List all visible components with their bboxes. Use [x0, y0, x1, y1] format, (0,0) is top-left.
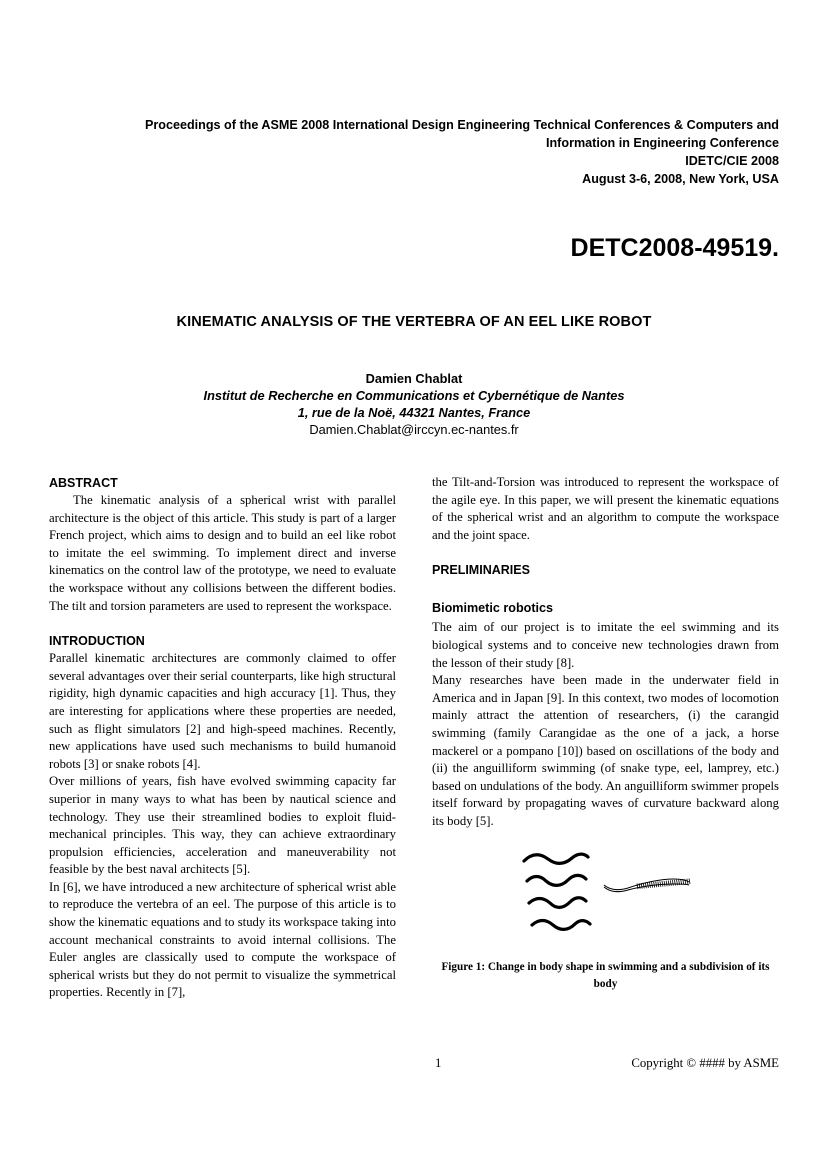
page-number: 1 — [435, 1056, 442, 1070]
vertebra-segment — [649, 882, 650, 888]
author-name: Damien Chablat — [365, 371, 463, 386]
intro-paragraph-2: Over millions of years, fish have evolved swimming capacity far superior in many ways to what has been by nautical science and technology. They use their streamlined bodies to exploit fluid-mechanical principles. This way, they can achieve extraordinary propulsion efficiencies, acceleration and maneuverability not feasible by the best naval architects [5]. — [49, 774, 396, 877]
vertebra-segment — [647, 882, 648, 888]
preliminaries-heading: PRELIMINARIES — [432, 563, 530, 578]
vertebra-segment — [656, 881, 657, 887]
intro-continuation: the Tilt-and-Torsion was introduced to represent the workspace of the agile eye. In this paper, we will present the kinematic equations of the spherical wrist and an algorithm to compute the workspace and the joint space. — [432, 475, 779, 542]
copyright-notice: Copyright © #### by ASME — [631, 1056, 779, 1070]
author-address: 1, rue de la Noë, 44321 Nantes, France — [297, 405, 531, 420]
intro-paragraph-3: In [6], we have introduced a new architecture of spherical wrist able to reproduce the vertebra of an eel. The purpose of this article is to show the kinematic equations and to study its workspace taking into account mechanical constraints to avoid internal collisions. The Euler angles are classically used to compute the workspace of spherical wrists but they do not permit to visualize the symmetrical properties. Recently in [7], — [49, 879, 396, 1000]
proceedings-line-4: August 3-6, 2008, New York, USA — [582, 172, 779, 186]
vertebra-segment — [645, 882, 646, 888]
eel-body-shapes — [524, 854, 590, 929]
author-institution: Institut de Recherche en Communications et Cybernétique de Nantes — [203, 388, 625, 403]
eel-segmented-body — [604, 878, 690, 891]
vertebra-segment — [689, 878, 690, 884]
vertebra-segment — [664, 880, 665, 886]
vertebra-segment — [668, 880, 669, 886]
eel-swimming-illustration — [432, 845, 779, 945]
vertebra-segment — [643, 882, 644, 888]
vertebra-segment — [662, 881, 663, 887]
eel-shape-4 — [532, 920, 590, 929]
abstract-text: The kinematic analysis of a spherical wrist with parallel architecture is the object of this article. This study is part of a larger French project, which aims to design and to build an eel like robot to imitate the eel swimming. To implement direct and inverse kinematics on the control law of the prototype, we need to evaluate the workspace without any collisions between the different bodies. The tilt and torsion parameters are used to represent the workspace. — [49, 493, 396, 613]
eel-shape-1 — [524, 854, 588, 863]
eel-shape-2 — [527, 875, 586, 885]
figure-1-caption: Figure 1: Change in body shape in swimming and a subdivision of its body — [441, 960, 770, 990]
vertebra-segment — [654, 881, 655, 887]
prelim-paragraph-2: Many researches have been made in the underwater field in America and in Japan [9]. In this context, two modes of locomotion mainly attract the attention of researchers, (i) the carangid swimming (family Carangidae as the one of a jack, a horse mackerel or a pompano [10]) based on oscillations of the body and (ii) the anguilliform swimming (of snake type, eel, lamprey, etc.) based on undulations of the body. An anguilliform swimmer propels itself forward by propagating waves of curvature backward along its body [5]. — [432, 673, 779, 828]
paper-id: DETC2008-49519. — [570, 234, 779, 262]
biomimetic-subheading: Biomimetic robotics — [432, 601, 554, 616]
figure-1 — [432, 845, 779, 945]
abstract-heading: ABSTRACT — [49, 476, 118, 490]
vertebra-segment — [685, 878, 686, 884]
proceedings-line-1: Proceedings of the ASME 2008 International Design Engineering Technical Conferences & Computers and — [144, 118, 779, 132]
author-email: Damien.Chablat@irccyn.ec-nantes.fr — [309, 422, 519, 437]
right-column — [432, 474, 779, 993]
vertebra-segment — [660, 881, 661, 887]
vertebra-segment — [672, 880, 673, 886]
vertebra-segment — [666, 880, 667, 886]
vertebra-segment — [652, 882, 653, 888]
paper-title: KINEMATIC ANALYSIS OF THE VERTEBRA OF AN EEL LIKE ROBOT — [176, 314, 652, 330]
intro-paragraph-1: Parallel kinematic architectures are commonly claimed to offer several advantages over their serial counterparts, like high structural rigidity, high dynamic capacities and high accuracy [1]. Thus, they are interesting for applications where these properties are needed, such as flight simulators [2] and high-speed machines. Recently, new applications have used such mechanisms to build humanoid robots [3] or snake robots [4]. — [49, 651, 396, 771]
proceedings-line-3: IDETC/CIE 2008 — [685, 154, 779, 168]
eel-shape-3 — [529, 897, 586, 907]
vertebra-segment — [670, 880, 671, 886]
vertebra-segment — [687, 878, 688, 884]
prelim-paragraph-1: The aim of our project is to imitate the eel swimming and its biological systems and to conceive new technologies drawn from the lesson of their study [8]. — [432, 620, 779, 670]
proceedings-header — [79, 116, 779, 188]
vertebra-segment — [658, 881, 659, 887]
left-column — [49, 474, 396, 1002]
proceedings-line-2: Information in Engineering Conference — [545, 136, 779, 150]
vertebra-segment — [674, 879, 675, 885]
introduction-heading: INTRODUCTION — [49, 634, 145, 649]
